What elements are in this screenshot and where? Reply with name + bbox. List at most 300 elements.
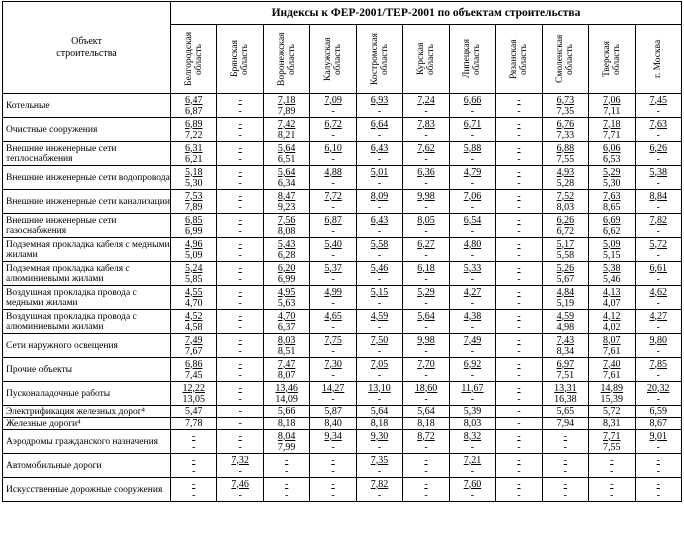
index-value-bottom: - [377,273,382,285]
table-row [3,358,682,382]
index-value-top: 6,76 [556,118,575,130]
object-name: Воздушная прокладка провода с медными жилами [3,286,171,310]
index-value-top: 6,31 [184,142,203,154]
index-value-top: - [192,478,196,490]
index-cell [217,382,263,406]
index-value-top: - [517,166,521,178]
index-value-top: 8,47 [277,190,296,202]
index-cell [356,418,402,430]
index-value-top: 9,80 [649,334,668,346]
table-row [3,406,682,418]
index-value-top: 9,01 [649,430,668,442]
index-value-bottom: - [656,441,660,453]
region-label: Рязанская область [508,39,529,79]
table-row [3,94,682,118]
index-value-bottom: - [238,105,242,117]
object-name: Котельные [3,94,171,118]
index-value-bottom: - [517,225,521,237]
index-value-bottom: - [563,489,568,501]
index-value-bottom: 5,85 [184,273,203,285]
index-cell [310,382,356,406]
index-cell [356,454,402,478]
index-value-bottom: - [424,393,428,405]
index-cell [171,286,217,310]
index-value-bottom: 5,58 [556,249,575,261]
index-value-bottom: 7,11 [603,105,621,117]
index-value-bottom: - [424,105,428,117]
index-value-top: - [517,382,521,394]
index-cell [635,310,681,334]
index-value-top: 6,27 [417,238,435,250]
index-cell [635,118,681,142]
index-value-top: 6,61 [649,262,668,274]
index-value-bottom: - [517,369,521,381]
index-value-bottom: - [331,153,335,165]
index-cell [496,238,542,262]
index-cell [635,382,681,406]
index-value-bottom: - [424,345,428,357]
index-value-bottom: - [238,249,242,261]
index-value-top: 6,54 [463,214,482,226]
index-value-bottom: - [470,249,475,261]
object-name: Электрификация железных дорог⁴ [3,406,171,418]
index-value-bottom: 7,55 [556,153,575,165]
index-value-bottom: - [331,321,335,333]
index-value-top: 8,40 [324,418,342,429]
index-value-bottom: - [424,129,428,141]
index-value-top: 4,99 [324,286,342,298]
index-cell [635,478,681,502]
index-value-top: - [656,478,660,490]
table-row [3,310,682,334]
index-value-bottom: - [238,441,242,453]
index-cell [217,166,263,190]
index-cell [217,454,263,478]
index-value-top: 7,70 [417,358,435,370]
index-value-bottom: 7,89 [277,105,296,117]
index-cell [496,382,542,406]
index-value-top: 8,05 [417,214,435,226]
index-value-top: 5,58 [370,238,389,250]
object-name: Сети наружного освещения [3,334,171,358]
region-label: Брянская область [230,40,251,78]
index-cell [589,310,635,334]
index-cell [310,142,356,166]
index-value-bottom: - [377,489,382,501]
index-value-top: - [563,478,568,490]
index-value-bottom: - [424,177,428,189]
index-value-top: 7,18 [277,94,296,106]
index-cell [310,286,356,310]
index-cell [356,214,402,238]
index-value-top: - [238,418,242,429]
index-value-bottom: - [192,489,196,501]
index-value-bottom: 8,07 [277,369,296,381]
index-cell [635,142,681,166]
index-value-bottom: 6,53 [603,153,621,165]
index-value-top: 4,59 [556,310,575,322]
index-value-bottom: - [331,273,335,285]
index-cell [449,382,495,406]
object-name: Пусконаладочные работы [3,382,171,406]
index-cell [449,430,495,454]
index-value-top: 6,36 [417,166,435,178]
index-value-bottom: - [656,273,660,285]
index-cell [403,262,449,286]
index-value-bottom: - [470,297,475,309]
index-value-top: 6,85 [184,214,203,226]
object-name: Очистные сооружения [3,118,171,142]
region-label: Курская область [415,42,436,76]
index-cell [310,118,356,142]
index-value-bottom: - [331,345,335,357]
index-value-bottom: 7,45 [184,369,203,381]
index-value-bottom: 6,87 [184,105,203,117]
index-cell [263,118,309,142]
index-value-top: 9,98 [417,190,435,202]
index-cell [496,418,542,430]
index-value-top: 4,88 [324,166,342,178]
index-value-bottom: - [377,393,382,405]
index-value-top: 4,70 [277,310,296,322]
index-value-bottom: - [656,393,660,405]
index-value-bottom: - [238,489,242,501]
index-cell [542,358,588,382]
index-cell [589,406,635,418]
index-value-top: 7,40 [603,358,621,370]
index-value-top: 5,17 [556,238,575,250]
index-value-top: - [424,478,428,490]
index-value-bottom: - [517,297,521,309]
index-value-bottom: - [610,489,614,501]
index-value-top: 7,63 [649,118,668,130]
index-value-top: - [517,310,521,322]
index-value-bottom: 9,23 [277,201,296,213]
index-value-top: - [610,478,614,490]
index-value-bottom: - [517,321,521,333]
index-cell [217,262,263,286]
index-table [2,1,682,502]
index-cell [171,262,217,286]
index-value-top: 5,64 [277,142,296,154]
index-value-top: 9,30 [370,430,389,442]
index-value-bottom: - [517,249,521,261]
index-cell [542,238,588,262]
index-cell [310,238,356,262]
index-value-bottom: 6,34 [277,177,296,189]
index-value-top: 9,34 [324,430,342,442]
index-value-top: 4,95 [277,286,296,298]
index-value-top: 6,71 [463,118,482,130]
index-cell [263,430,309,454]
index-value-bottom: 7,61 [603,369,621,381]
index-value-top: 7,35 [370,454,389,466]
index-value-top: 6,69 [603,214,621,226]
index-value-bottom: - [470,153,475,165]
table-row [3,334,682,358]
region-header [449,25,495,94]
index-value-top: 7,82 [649,214,668,226]
index-value-top: 6,89 [184,118,203,130]
index-value-top: 6,66 [463,94,482,106]
object-name: Внешние инженерные сети газоснабжения [3,214,171,238]
index-value-bottom: 6,21 [184,153,203,165]
index-cell [589,286,635,310]
index-cell [217,358,263,382]
index-cell [589,358,635,382]
index-value-top: 5,33 [463,262,482,274]
index-cell [589,334,635,358]
table-row [3,166,682,190]
index-value-top: 4,59 [370,310,389,322]
index-cell [449,214,495,238]
index-value-bottom: - [238,369,242,381]
index-value-top: - [424,454,428,466]
index-value-top: 7,21 [463,454,482,466]
index-value-top: 5,24 [184,262,203,274]
index-value-bottom: 7,89 [184,201,203,213]
index-cell [263,166,309,190]
region-header [542,25,588,94]
index-value-bottom: - [331,105,335,117]
object-name: Прочие объекты [3,358,171,382]
index-value-top: 5,38 [649,166,668,178]
index-value-top: - [517,454,521,466]
index-cell [310,358,356,382]
index-value-top: 6,06 [603,142,621,154]
index-value-bottom: - [331,441,335,453]
index-value-top: 8,84 [649,190,668,202]
index-value-top: 5,15 [370,286,389,298]
index-value-bottom: 6,72 [556,225,575,237]
index-cell [310,262,356,286]
index-value-top: 5,39 [463,406,482,417]
index-cell [449,454,495,478]
index-value-top: 14,89 [600,382,624,394]
index-value-top: 7,60 [463,478,482,490]
index-cell [496,406,542,418]
index-value-top: 8,18 [417,418,435,429]
index-cell [171,142,217,166]
index-cell [403,418,449,430]
index-value-bottom: - [377,153,382,165]
index-cell [171,454,217,478]
table-row [3,142,682,166]
index-value-top: - [238,190,242,202]
index-cell [635,286,681,310]
index-value-top: 5,01 [370,166,389,178]
index-cell [635,238,681,262]
index-cell [171,310,217,334]
index-value-bottom: - [517,393,521,405]
index-cell [542,334,588,358]
index-value-top: 5,37 [324,262,342,274]
index-cell [356,262,402,286]
index-cell [542,262,588,286]
index-value-top: 5,88 [463,142,482,154]
index-value-bottom: - [331,249,335,261]
index-value-top: 5,26 [556,262,575,274]
index-value-bottom: - [238,465,242,477]
table-row [3,118,682,142]
index-value-top: 6,10 [324,142,342,154]
index-value-top: - [517,286,521,298]
indices-title: Индексы к ФЕР-2001/ТЕР-2001 по объектам строительства [171,2,682,25]
index-cell [403,430,449,454]
index-cell [589,190,635,214]
index-cell [263,238,309,262]
index-value-top: 7,82 [370,478,389,490]
index-cell [496,94,542,118]
index-cell [310,418,356,430]
index-value-bottom: - [656,201,660,213]
index-cell [403,406,449,418]
index-value-top: - [238,166,242,178]
index-value-bottom: - [470,105,475,117]
index-cell [356,382,402,406]
index-cell [449,334,495,358]
index-value-bottom: 7,61 [603,345,621,357]
index-value-top: 6,26 [556,214,575,226]
index-value-bottom: 8,34 [556,345,575,357]
index-cell [542,406,588,418]
index-cell [356,118,402,142]
index-cell [542,142,588,166]
index-value-top: 8,18 [370,418,389,429]
index-value-bottom: 5,46 [603,273,621,285]
index-value-bottom: - [470,489,475,501]
index-value-bottom: - [517,345,521,357]
index-cell [542,214,588,238]
index-value-bottom: - [470,225,475,237]
index-cell [635,94,681,118]
index-cell [635,190,681,214]
index-value-bottom: - [377,105,382,117]
index-value-top: 11,67 [461,382,484,394]
index-value-top: - [284,478,289,490]
index-cell [403,310,449,334]
index-cell [171,478,217,502]
region-header [496,25,542,94]
index-value-top: 4,62 [649,286,668,298]
index-value-top: 7,71 [603,430,621,442]
index-cell [403,94,449,118]
index-value-top: - [238,238,242,250]
index-cell [449,406,495,418]
index-value-top: 6,47 [184,94,203,106]
index-value-top: 7,63 [603,190,621,202]
index-value-bottom: 4,07 [603,297,621,309]
region-header [356,25,402,94]
index-value-bottom: - [656,369,660,381]
index-value-bottom: 7,99 [277,441,296,453]
index-cell [263,94,309,118]
index-value-top: 5,87 [324,406,342,417]
index-value-top: 4,38 [463,310,482,322]
index-value-bottom: - [517,129,521,141]
index-cell [589,418,635,430]
index-value-top: 6,92 [463,358,482,370]
index-value-bottom: - [377,369,382,381]
index-cell [356,238,402,262]
index-value-top: 7,47 [277,358,296,370]
index-value-top: 5,66 [277,406,296,417]
index-value-bottom: - [656,249,660,261]
index-cell [356,166,402,190]
index-cell [635,166,681,190]
index-value-top: 7,30 [324,358,342,370]
index-cell [310,166,356,190]
index-cell [635,406,681,418]
index-value-top: 7,42 [277,118,296,130]
index-cell [542,118,588,142]
index-value-top: 6,93 [370,94,389,106]
index-cell [356,286,402,310]
index-value-top: 6,86 [184,358,203,370]
index-value-top: 20,32 [647,382,670,394]
index-value-bottom: - [238,297,242,309]
index-cell [589,166,635,190]
index-cell [310,334,356,358]
table-row [3,238,682,262]
index-value-bottom: - [424,225,428,237]
index-cell [589,382,635,406]
region-label: Белгородская область [183,31,204,87]
table-body [3,94,682,502]
index-value-top: 7,85 [649,358,668,370]
index-value-top: 5,38 [603,262,621,274]
index-cell [589,262,635,286]
index-value-top: 7,24 [417,94,435,106]
index-value-top: - [192,454,196,466]
index-value-top: 5,64 [417,310,435,322]
index-value-top: 6,43 [370,214,389,226]
index-value-bottom: - [656,489,660,501]
index-cell [542,190,588,214]
index-cell [542,478,588,502]
index-cell [449,166,495,190]
index-value-top: - [238,214,242,226]
index-value-top: 14,27 [321,382,345,394]
index-value-top: - [331,478,335,490]
index-value-bottom: - [470,441,475,453]
index-value-bottom: 6,99 [184,225,203,237]
index-value-top: 8,09 [370,190,389,202]
index-value-top: 7,72 [324,190,342,202]
index-value-bottom: 7,35 [556,105,575,117]
index-value-top: 4,84 [556,286,575,298]
index-cell [403,454,449,478]
index-cell [496,430,542,454]
index-cell [635,262,681,286]
index-cell [356,190,402,214]
index-value-bottom: - [517,177,521,189]
index-value-bottom: 14,09 [275,393,298,405]
index-value-top: 4,65 [324,310,342,322]
index-value-top: 6,97 [556,358,575,370]
index-cell [171,118,217,142]
index-value-bottom: 5,30 [603,177,621,189]
index-value-top: 7,09 [324,94,342,106]
index-value-bottom: - [331,489,335,501]
index-cell [496,214,542,238]
index-value-bottom: - [377,249,382,261]
index-value-top: 8,03 [277,334,296,346]
index-cell [171,94,217,118]
index-cell [403,358,449,382]
index-value-bottom: - [331,297,335,309]
index-value-bottom: - [331,393,335,405]
